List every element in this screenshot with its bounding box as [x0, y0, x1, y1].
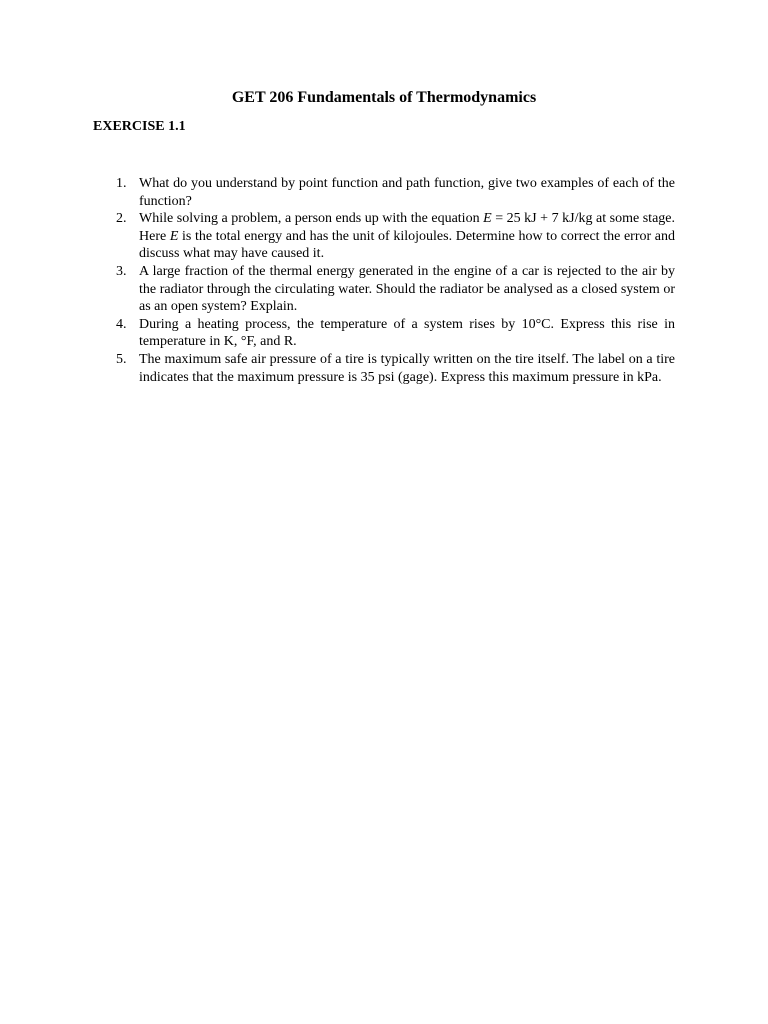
document-title: GET 206 Fundamentals of Thermodynamics: [231, 89, 537, 106]
question-text: During a heating process, the temperature of a system rises by 10°C. Express this rise in temperature in K, °F, and R.: [139, 316, 675, 350]
equation-variable: E: [483, 211, 492, 227]
question-number: 3.: [116, 263, 127, 279]
question-item-5: [108, 351, 675, 386]
question-item-2: [108, 210, 675, 263]
question-text: [139, 210, 675, 263]
question-item-1: [108, 175, 675, 210]
question-item-4: [108, 316, 675, 351]
question-item-3: [108, 263, 675, 316]
question-text-segment: While solving a problem, a person ends up with the equation: [139, 211, 484, 227]
question-number: 5.: [116, 351, 127, 367]
question-text-segment: is the total energy and has the unit of kilojoules. Determine how to correct the error and discuss what may have caused it.: [139, 228, 675, 262]
question-list: [108, 175, 675, 386]
question-text-segment: = 25 kJ + 7 kJ/kg at some stage. Here: [139, 211, 675, 244]
exercise-heading: EXERCISE 1.1: [93, 119, 186, 134]
question-number: 2.: [116, 211, 127, 227]
question-number: 4.: [116, 316, 127, 332]
question-text: What do you understand by point function and path function, give two examples of each of the function?: [139, 176, 675, 209]
question-number: 1.: [116, 176, 127, 191]
equation-variable: E: [169, 228, 179, 244]
question-text: The maximum safe air pressure of a tire is typically written on the tire itself. The label on a tire indicates that the maximum pressure is 35 psi (gage). Express this maximum pressure in kPa.: [139, 351, 675, 385]
question-text: A large fraction of the thermal energy generated in the engine of a car is rejected to the air by the radiator through the circulating water. Should the radiator be analysed as a closed system or as an open system? Explain.: [139, 263, 675, 315]
